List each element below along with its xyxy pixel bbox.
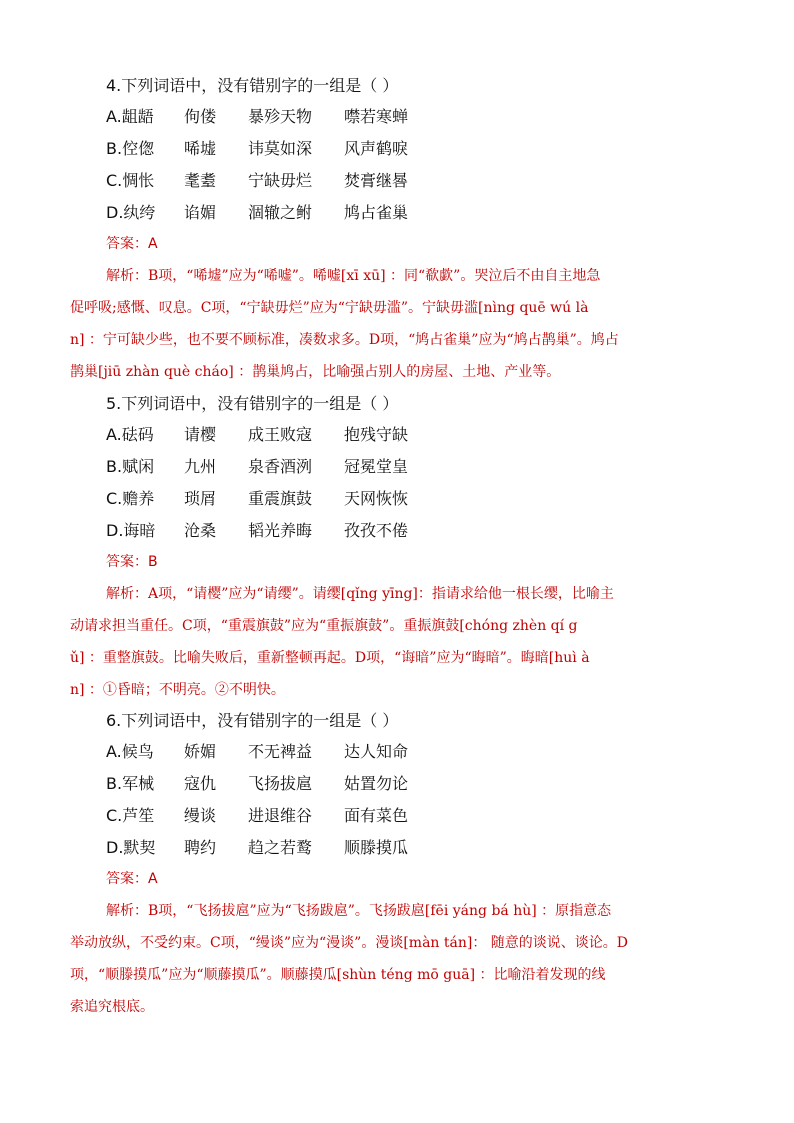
option-term: 耄耋 xyxy=(184,171,217,190)
option-term: C.芦笙 xyxy=(106,806,155,825)
option-term: 重震旗鼓 xyxy=(248,489,313,508)
answer-key: 答案：A xyxy=(106,871,158,887)
explanation-line: n] ：①昏暗；不明亮。②不明快。 xyxy=(70,682,285,698)
question-stem: 4.下列词语中，没有错别字的一组是（ ） xyxy=(106,76,399,95)
option-term: 飞扬拔扈 xyxy=(248,774,313,793)
explanation-line: 动请求担当重任。C项，“重震旗鼓”应为“重振旗鼓”。重振旗鼓[chóng zhèn qí g xyxy=(70,618,578,634)
question-stem: 6.下列词语中，没有错别字的一组是（ ） xyxy=(106,711,399,730)
answer-key: 答案：B xyxy=(106,554,158,570)
option-term: 噤若寒蝉 xyxy=(344,107,409,126)
explanation-line: 举动放纵，不受约束。C项，“缦谈”应为“漫谈”。漫谈[màn tán]： 随意的谈说、谈论。D xyxy=(70,935,629,951)
option-term: 面有菜色 xyxy=(344,806,409,825)
option-term: C.惆怅 xyxy=(106,171,155,190)
answer-key: 答案：A xyxy=(106,236,158,252)
option-term: 成王败寇 xyxy=(248,425,313,444)
option-term: B.倥偬 xyxy=(106,139,155,158)
explanation-line: 索追究根底。 xyxy=(70,999,154,1015)
option-term: 娇媚 xyxy=(184,742,217,761)
option-term: D.诲暗 xyxy=(106,521,156,540)
explanation xyxy=(70,260,720,388)
option-term: 唏墟 xyxy=(184,139,217,158)
explanation-line: 项，“顺滕摸瓜”应为“顺藤摸瓜”。顺藤摸瓜[shùn téng mō guā] ：比喻沿着发现的线 xyxy=(70,967,606,983)
option-term: 孜孜不倦 xyxy=(344,521,409,540)
option-term: B.赋闲 xyxy=(106,457,155,476)
option-term: D.默契 xyxy=(106,838,156,857)
option-term: 佝偻 xyxy=(184,107,217,126)
question-stem: 5.下列词语中，没有错别字的一组是（ ） xyxy=(106,394,399,413)
option-term: 进退维谷 xyxy=(248,806,313,825)
option-term: 冠冕堂皇 xyxy=(344,457,409,476)
option-term: 谄媚 xyxy=(184,203,217,222)
option-term: 寇仇 xyxy=(184,774,217,793)
option-term: 姑置勿论 xyxy=(344,774,409,793)
option-term: 抱残守缺 xyxy=(344,425,409,444)
option-term: 韬光养晦 xyxy=(248,521,313,540)
option-term: 不无裨益 xyxy=(248,742,313,761)
explanation-line: 解析：B项，“飞扬拔扈”应为“飞扬跋扈”。飞扬跋扈[fēi yáng bá hù] ：原指意态 xyxy=(106,903,612,919)
option-term: D.纨绔 xyxy=(106,203,156,222)
option-term: 趋之若鹜 xyxy=(248,838,313,857)
option-term: 请樱 xyxy=(184,425,217,444)
option-term: 达人知命 xyxy=(344,742,409,761)
option-term: 暴殄天物 xyxy=(248,107,313,126)
option-term: 鸠占雀巢 xyxy=(344,203,409,222)
explanation-line: n] ：宁可缺少些，也不要不顾标准，凑数求多。D项，“鸠占雀巢”应为“鸠占鹊巢”。鸠占 xyxy=(70,332,619,348)
explanation-line: 解析：B项，“唏墟”应为“唏嘘”。唏嘘[xī xū] ：同“欷歔”。哭泣后不由自主地急 xyxy=(106,268,601,284)
option-term: 沧桑 xyxy=(184,521,217,540)
explanation xyxy=(70,578,720,706)
option-term: 琐屑 xyxy=(184,489,217,508)
explanation-line: 解析：A项，“请樱”应为“请缨”。请缨[qǐng yīng]：指请求给他一根长缨，比喻主 xyxy=(106,586,614,602)
option-term: 聘约 xyxy=(184,838,217,857)
explanation-line: 鹊巢[jiū zhàn què cháo] ：鹊巢鸠占，比喻强占别人的房屋、土地、产业等。 xyxy=(70,364,561,380)
option-term: 九州 xyxy=(184,457,217,476)
option-term: 涸辙之鲋 xyxy=(248,203,313,222)
explanation-line: ǔ] ：重整旗鼓。比喻失败后，重新整顿再起。D项，“诲暗”应为“晦暗”。晦暗[huì à xyxy=(70,650,590,666)
option-term: A.砝码 xyxy=(106,425,154,444)
explanation-line: 促呼吸;感慨、叹息。C项，“宁缺毋烂”应为“宁缺毋滥”。宁缺毋滥[nìng quē wú là xyxy=(70,300,589,316)
option-term: B.军械 xyxy=(106,774,155,793)
option-term: 天网恢恢 xyxy=(344,489,409,508)
option-term: 宁缺毋烂 xyxy=(248,171,313,190)
option-term: 顺滕摸瓜 xyxy=(344,838,409,857)
option-term: 讳莫如深 xyxy=(248,139,313,158)
option-term: 风声鹤唳 xyxy=(344,139,409,158)
option-term: 缦谈 xyxy=(184,806,217,825)
option-term: A.龃龉 xyxy=(106,107,154,126)
option-term: 泉香酒洌 xyxy=(248,457,313,476)
explanation xyxy=(70,895,720,1023)
option-term: C.赡养 xyxy=(106,489,155,508)
option-term: 焚膏继晷 xyxy=(344,171,409,190)
option-term: A.候鸟 xyxy=(106,742,154,761)
